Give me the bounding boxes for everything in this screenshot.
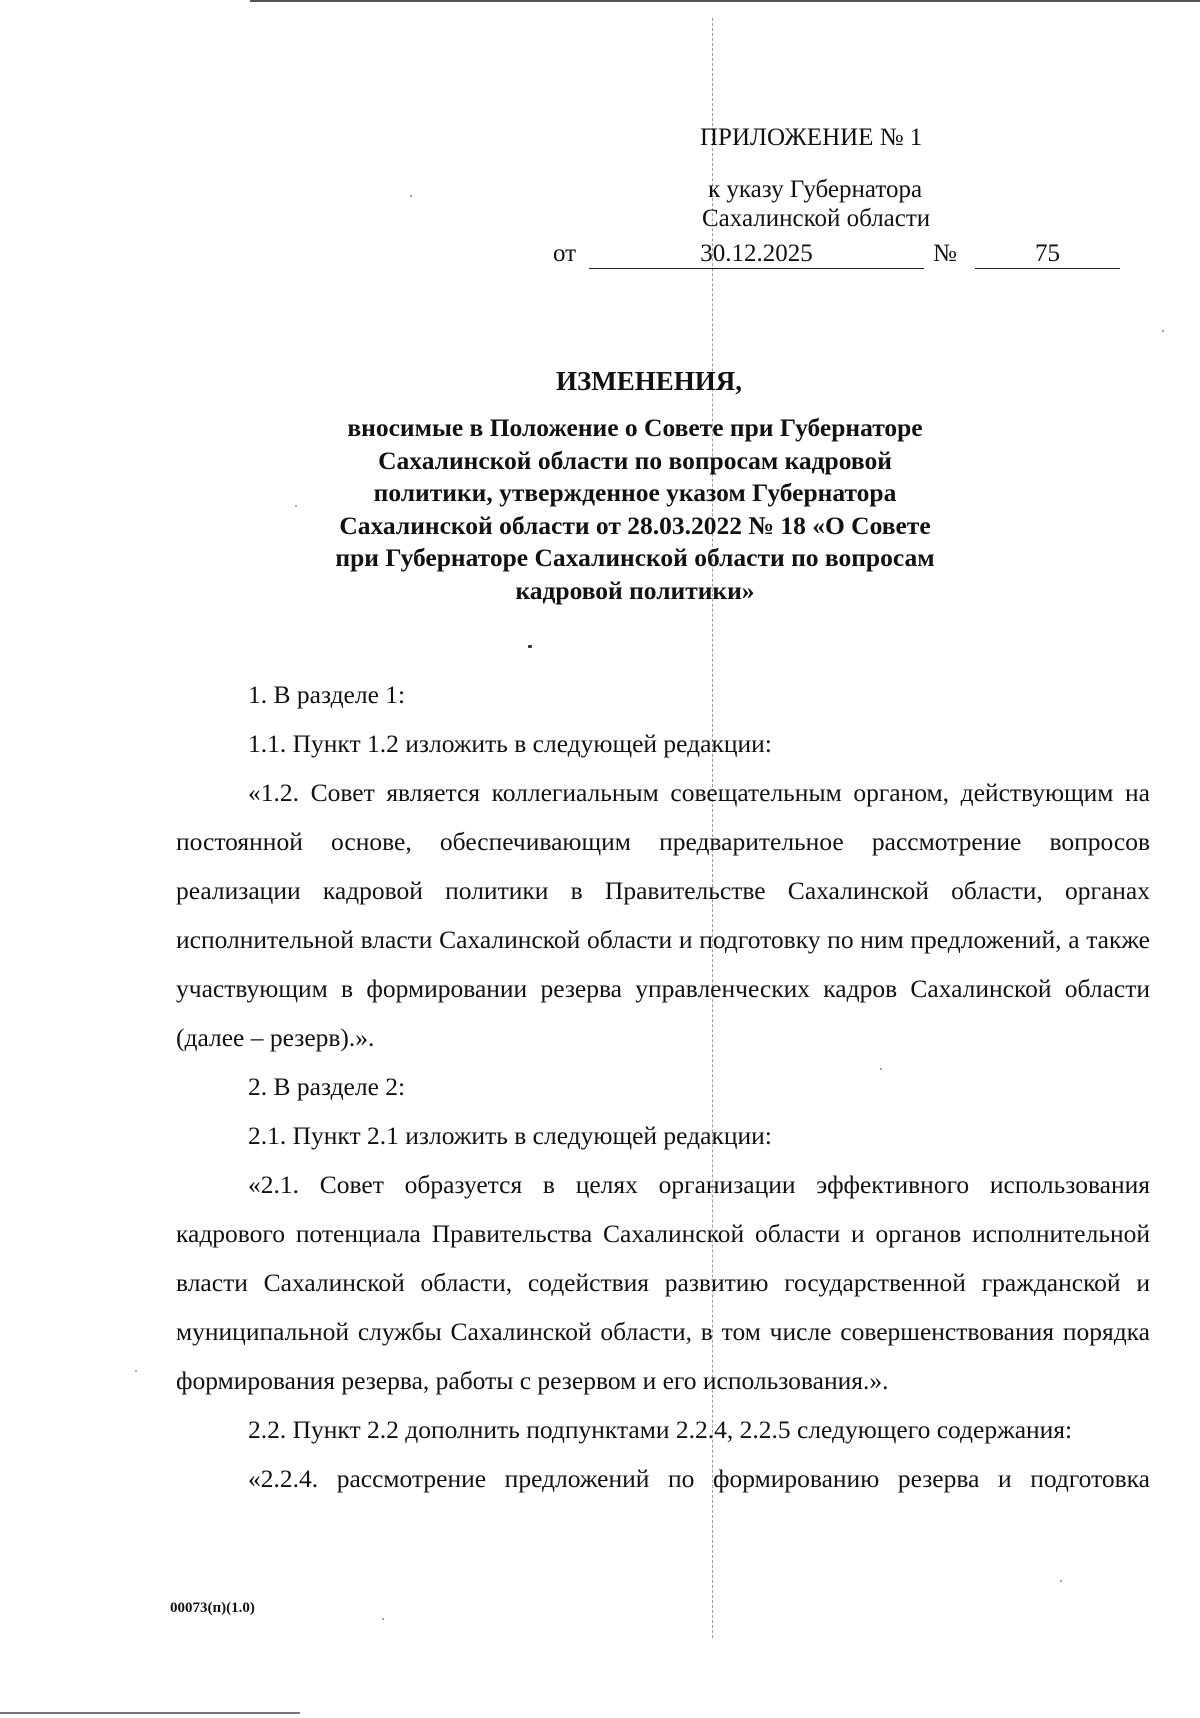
paragraph-2-1-text: «2.1. Совет образуется в целях организации эффективного использования кадрового потенциала Правительства Сахалинской области и органов исполнительной власти Сахалинской области, содействия развитию государственной гражданской и муниципальной службы Сахалинской области, в том числе совершенствования порядка формирования резерва, работы с резервом и его использования.». (176, 1170, 1150, 1395)
scan-speck (410, 195, 412, 197)
scan-edge-bottom (0, 1712, 300, 1714)
document-title: ИЗМЕНЕНИЯ, (555, 366, 742, 396)
scan-speck (295, 505, 297, 507)
number-sign: № (933, 240, 957, 267)
subtitle-line: политики, утвержденное указом Губернатора (373, 478, 897, 507)
scan-speck (382, 1618, 384, 1620)
document-body (176, 670, 1150, 1503)
paragraph-2-2-4: «2.2.4. рассмотрение предложений по формированию резерва и подготовка (248, 1464, 1150, 1493)
decree-reference-line-2: Сахалинской области (702, 205, 931, 232)
subtitle-line: при Губернаторе Сахалинской области по вопросам (335, 543, 935, 572)
paragraph-section-1: 1. В разделе 1: (248, 680, 406, 709)
scan-edge-top (250, 0, 1200, 2)
subtitle-line: вносимые в Положение о Совете при Губернаторе (347, 413, 923, 442)
paragraph-1-2: «1.2. Совет является коллегиальным совещательным органом, действующим на постоянной основе, обеспечивающим предварительное рассмотрение вопросов реализации кадровой политики в Правительстве Сахалинской области, органах исполнительной власти Сахалинской области и подготовку по ним предложений, а также участвующим в формировании резерва управленческих кадров Сахалинской области (далее – резерв).». (176, 778, 1150, 1052)
scan-speck (135, 1370, 137, 1372)
from-label: от (553, 240, 577, 267)
decree-number: 75 (975, 240, 1120, 269)
scan-speck (880, 1068, 882, 1070)
document-subtitle (290, 412, 980, 607)
scan-speck (1162, 330, 1164, 332)
paragraph-2-2: 2.2. Пункт 2.2 дополнить подпунктами 2.2.4, 2.2.5 следующего содержания: (248, 1415, 1073, 1444)
appendix-label: ПРИЛОЖЕНИЕ № 1 (700, 124, 923, 151)
date-number-row (553, 238, 1120, 272)
paragraph-section-2: 2. В разделе 2: (248, 1072, 406, 1101)
subtitle-line: Сахалинской области по вопросам кадровой (378, 445, 892, 475)
decree-reference (702, 175, 968, 233)
scan-speck (528, 645, 532, 648)
subtitle-line: кадровой политики» (515, 575, 755, 605)
scan-speck (1060, 1580, 1062, 1582)
paragraph-2-1: 2.1. Пункт 2.1 изложить в следующей редакции: (248, 1121, 772, 1150)
subtitle-line: Сахалинской области от 28.03.2022 № 18 «О Совете (339, 510, 931, 540)
form-code: 00073(п)(1.0) (170, 1600, 255, 1616)
paragraph-1-1: 1.1. Пункт 1.2 изложить в следующей редакции: (248, 729, 772, 758)
decree-date: 30.12.2025 (589, 240, 924, 269)
decree-reference-line-1: к указу Губернатора (708, 176, 923, 203)
